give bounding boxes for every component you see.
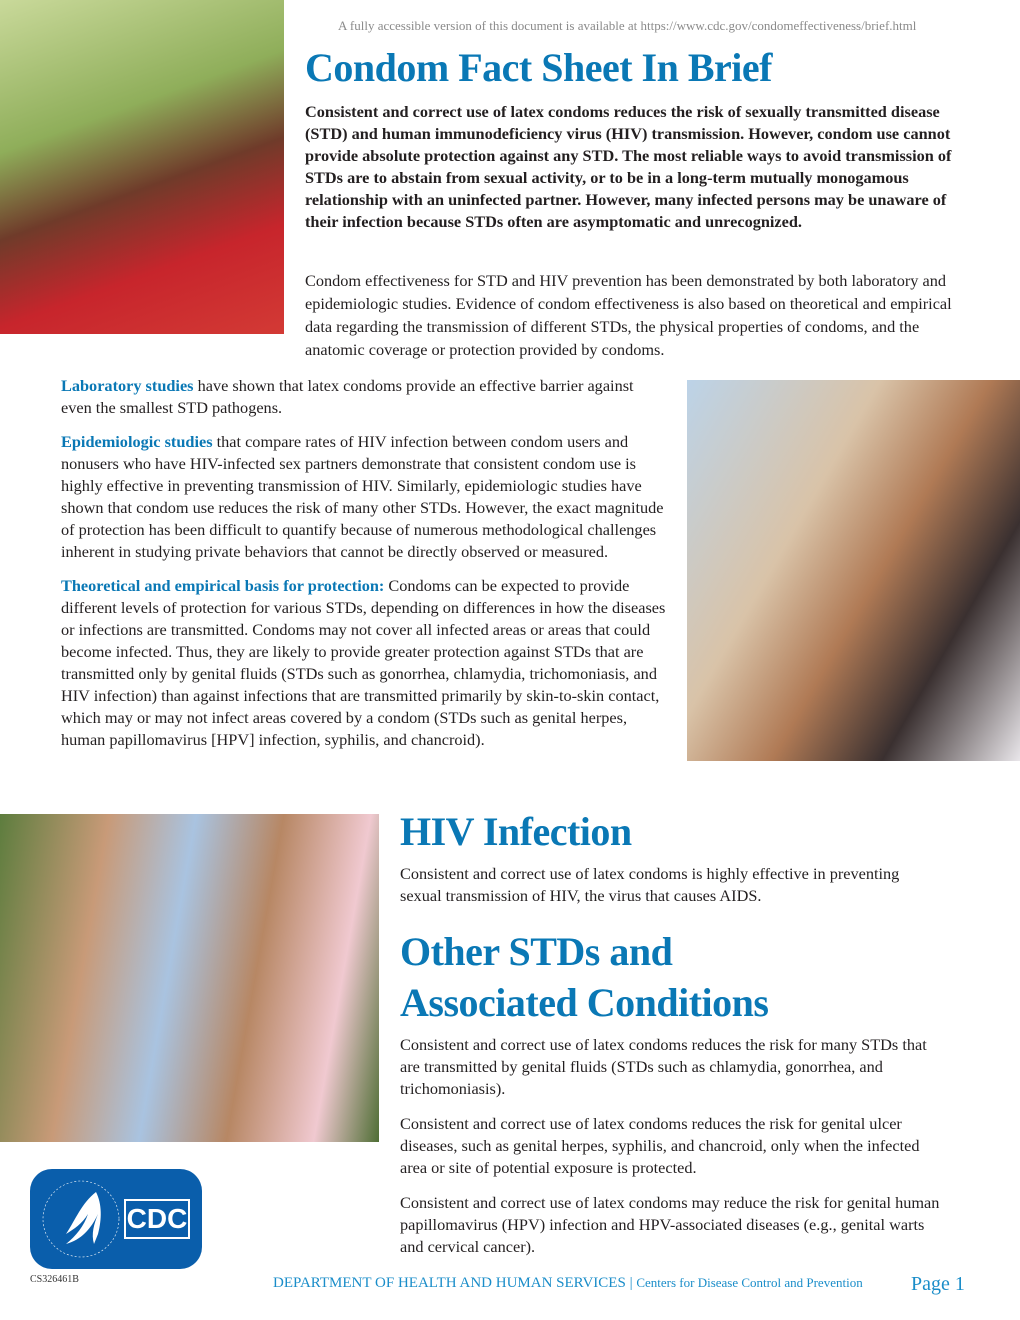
cdc-logo (30, 1169, 202, 1269)
document-code: CS326461B (30, 1274, 79, 1285)
section-text: that compare rates of HIV infection between condom users and nonusers who have HIV-infected sex partners demonstrate that consistent condom use is highly effective in preventing transmission of HIV. Similarly, epidemiologic studies have shown that condom use reduces the risk of many other STDs. However, the exact magnitude of protection has been difficult to quantify because of numerous methodological challenges inherent in studying private behaviors that cannot be directly observed or measured. (61, 432, 664, 561)
other-paragraph-2: Consistent and correct use of latex condoms reduces the risk for genital ulcer diseases, such as genital herpes, syphilis, and chancroid, only when the infected area or site of potential exposure is protected. (400, 1114, 920, 1177)
page-number: Page 1 (911, 1273, 965, 1295)
photo-couple-piggyback (0, 0, 284, 334)
other-paragraph-1: Consistent and correct use of latex condoms reduces the risk for many STDs that are transmitted by genital fluids (STDs such as chlamydia, gonorrhea, and trichomoniasis). (400, 1035, 927, 1098)
hiv-paragraph: Consistent and correct use of latex condoms is highly effective in preventing sexual transmission of HIV, the virus that causes AIDS. (400, 864, 900, 905)
hiv-heading: HIV Infection (400, 809, 632, 854)
footer-agency (273, 1275, 863, 1292)
page-title: Condom Fact Sheet In Brief (305, 45, 772, 90)
section-lead: Laboratory studies (61, 376, 194, 395)
other-paragraph-3: Consistent and correct use of latex condoms may reduce the risk for genital human papillomavirus (HPV) infection and HPV-associated diseases (e.g., genital warts and cervical cancer). (400, 1193, 940, 1256)
section-text: Condoms can be expected to provide different levels of protection for various STDs, depending on differences in how the diseases or infections are transmitted. Condoms may not cover all infected areas or areas that could become infected. Thus, they are likely to provide greater protection against STDs that are transmitted only by genital fluids (STDs such as gonorrhea, chlamydia, trichomoniasis, and HIV infection) than against infections that are transmitted primarily by skin-to-skin contact, which may or may not infect areas covered by a condom (STDs such as genital herpes, human papillomavirus [HPV] infection, syphilis, and chancroid). (61, 576, 666, 749)
footer-dept: DEPARTMENT OF HEALTH AND HUMAN SERVICES (273, 1275, 626, 1291)
footer-cdc: Centers for Disease Control and Prevention (636, 1275, 863, 1290)
section-theoretical (61, 575, 666, 751)
cdc-wordmark: CDC (124, 1199, 190, 1239)
section-epidemiologic (61, 431, 666, 563)
other-stds-heading-line2: Associated Conditions (400, 980, 769, 1025)
section-laboratory (61, 375, 666, 419)
section-lead: Epidemiologic studies (61, 432, 213, 451)
photo-two-men (0, 814, 379, 1142)
sections-column (61, 375, 666, 751)
other-stds-heading-line1: Other STDs and (400, 929, 673, 974)
intro-bold-paragraph: Consistent and correct use of latex condoms reduces the risk of sexually transmitted disease (STD) and human immunodeficiency virus (HIV) transmission. However, condom use cannot provide absolute protection against any STD. The most reliable ways to avoid transmission of STDs are to abstain from sexual activity, or to be in a long-term mutually monogamous relationship with an uninfected partner. However, many infected persons may be unaware of their infection because STDs often are asymptomatic and unrecognized. (305, 102, 952, 231)
section-text: have shown that latex condoms provide an effective barrier against even the smallest STD pathogens. (61, 376, 634, 417)
hhs-eagle-seal-icon (36, 1174, 126, 1264)
section-lead: Theoretical and empirical basis for protection: (61, 576, 385, 595)
accessible-version-note: A fully accessible version of this document is available at https://www.cdc.gov/condomeffectiveness/brief.html (338, 18, 917, 33)
photo-smiling-couple (687, 380, 1020, 761)
intro-paragraph: Condom effectiveness for STD and HIV prevention has been demonstrated by both laboratory and epidemiologic studies. Evidence of condom effectiveness is also based on theoretical and empirical data regarding the transmission of different STDs, the physical properties of condoms, and the anatomic coverage or protection provided by condoms. (305, 271, 952, 359)
footer-separator: | (629, 1275, 633, 1291)
